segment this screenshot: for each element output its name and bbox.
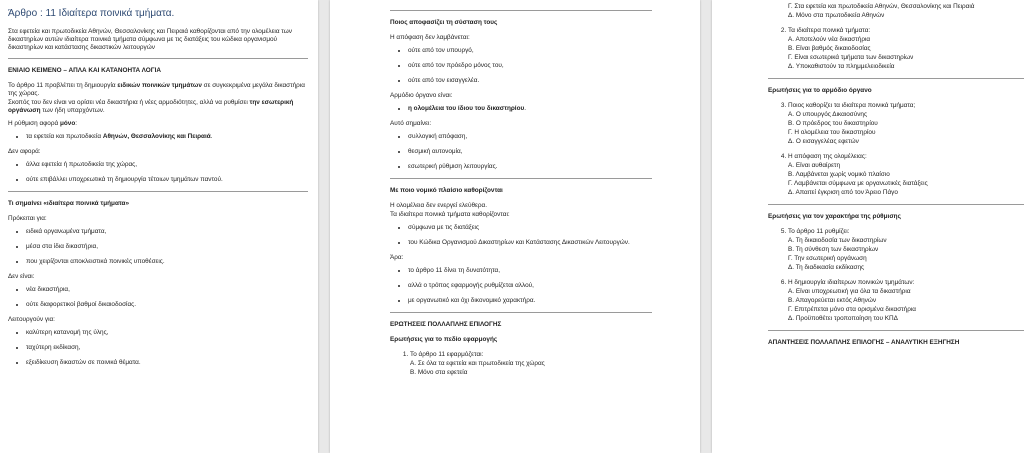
section-divider — [390, 312, 652, 313]
paragraph: Αρμόδιο όργανο είναι: — [390, 92, 453, 99]
answer-option: Δ. Τη διαδικασία εκδίκασης — [788, 264, 865, 271]
question-item — [788, 279, 1024, 323]
answer-option: Α. Είναι αυθαίρετη — [788, 162, 841, 169]
list-item: • θεσμική αυτονομία, — [408, 148, 652, 156]
list-item: • ούτε από τον εισαγγελέα. — [408, 77, 652, 85]
answer-option: Δ. Απαιτεί έγκριση από τον Άρειο Πάγο — [788, 189, 898, 196]
answer-option: Β. Τη σύνθεση των δικαστηρίων — [788, 246, 879, 253]
paragraph: Πρόκειται για: — [8, 214, 47, 222]
list-item: • η ολομέλεια του ίδιου του δικαστηρίου. — [408, 105, 652, 113]
list-item: • ούτε διαφορετικοί βαθμοί δικαιοδοσίας. — [26, 301, 308, 309]
bullet-list — [390, 47, 652, 85]
question-text: Το άρθρο 11 ρυθμίζει: — [788, 228, 850, 235]
paragraph: Η ολομέλεια δεν ενεργεί ελεύθερα. — [390, 202, 487, 209]
question-list — [768, 102, 1024, 197]
answer-option: Β. Λαμβάνεται χωρίς νομικό πλαίσιο — [788, 171, 890, 178]
document-page-3 — [712, 0, 1024, 453]
question-text: Το άρθρο 11 εφαρμόζεται: — [410, 351, 484, 358]
answer-option: Α. Τη δικαιοδοσία των δικαστηρίων — [788, 237, 887, 244]
list-item: • ειδικά οργανωμένα τμήματα, — [26, 228, 308, 236]
section-heading-unified-text: ΕΝΙΑΙΟ ΚΕΙΜΕΝΟ – ΑΠΛΑ ΚΑΙ ΚΑΤΑΝΟΗΤΑ ΛΟΓΙΑ — [8, 66, 161, 74]
question-text: Η δημιουργία ιδιαίτερων ποινικών τμημάτων: — [788, 279, 915, 286]
question-item — [410, 351, 652, 377]
answer-option: Δ. Προϋποθέτει τροποποίηση του ΚΠΔ — [788, 315, 898, 322]
bullet-list — [8, 161, 308, 184]
section-heading-answers-explanation: ΑΠΑΝΤΗΣΕΙΣ ΠΟΛΛΑΠΛΗΣ ΕΠΙΛΟΓΗΣ – ΑΝΑΛΥΤΙΚΗ ΕΞΗΓΗΣΗ — [768, 339, 960, 346]
answer-option: Β. Είναι βαθμός δικαιοδοσίας — [788, 45, 871, 52]
list-item: • εσωτερική ρύθμιση λειτουργίας. — [408, 163, 652, 171]
section-divider — [8, 58, 308, 59]
answer-option: Γ. Λαμβάνεται σύμφωνα με οργανωτικές διατάξεις — [788, 180, 928, 187]
question-list — [768, 27, 1024, 71]
list-item: • που χειρίζονται αποκλειστικά ποινικές υποθέσεις. — [26, 258, 308, 266]
bullet-list — [390, 224, 652, 247]
list-item: • συλλογική απόφαση, — [408, 133, 652, 141]
answer-option: Δ. Ο εισαγγελέας εφετών — [788, 138, 859, 145]
paragraph: Η απόφαση δεν λαμβάνεται: — [390, 34, 470, 41]
list-item: • καλύτερη κατανομή της ύλης, — [26, 329, 308, 337]
section-heading-regulation-character: Ερωτήσεις για τον χαρακτήρα της ρύθμισης — [768, 213, 901, 220]
paragraph: Η ρύθμιση αφορά μόνο: — [8, 119, 78, 127]
answer-option: Β. Ο πρόεδρος του δικαστηρίου — [788, 120, 878, 127]
question-list — [390, 351, 652, 377]
answer-option: Γ. Την εσωτερική οργάνωση — [788, 255, 867, 262]
question-item — [788, 228, 1024, 272]
article-title: Άρθρο : 11 Ιδιαίτερα ποινικά τμήματα. — [8, 8, 175, 19]
bullet-list — [8, 286, 308, 309]
section-divider — [768, 330, 1024, 331]
paragraph: Τα ιδιαίτερα ποινικά τμήματα καθορίζονται: — [390, 211, 510, 218]
bullet-list — [8, 228, 308, 266]
bullet-list — [390, 105, 652, 113]
list-item: • ούτε επιβάλλει υποχρεωτικά τη δημιουργία τέτοιων τμημάτων παντού. — [26, 176, 308, 184]
bullet-list — [8, 133, 308, 141]
list-item: • εξειδίκευση δικαστών σε ποινικά θέματα. — [26, 359, 308, 367]
paragraph: Δεν είναι: — [8, 272, 35, 280]
paragraph: Το άρθρο 11 προβλέπει τη δημιουργία ειδικών ποινικών τμημάτων σε συγκεκριμένα μεγάλα δικαστήρια της χώρας. — [8, 81, 305, 97]
paragraph: Αυτό σημαίνει: — [390, 120, 432, 127]
section-divider — [768, 78, 1024, 79]
list-item: • ούτε από τον πρόεδρο μόνος του, — [408, 62, 652, 70]
section-divider — [768, 204, 1024, 205]
question-text: Η απόφαση της ολομέλειας: — [788, 153, 867, 160]
paragraph: Σκοπός του δεν είναι να ορίσει νέα δικαστήρια ή νέες αρμοδιότητες, αλλά να ρυθμίσει την εσωτερική οργάνωση των ήδη υπαρχόντων. — [8, 98, 294, 114]
list-item: • με οργανωτικό και όχι δικονομικό χαρακτήρα. — [408, 297, 652, 305]
paragraph: Άρα: — [390, 254, 404, 261]
paragraph: Λειτουργούν για: — [8, 315, 55, 323]
answer-option: Α. Αποτελούν νέα δικαστήρια — [788, 36, 871, 43]
bullet-list — [390, 267, 652, 305]
section-heading-legal-framework: Με ποιο νομικό πλαίσιο καθορίζονται — [390, 187, 503, 194]
answer-option: Γ. Στα εφετεία και πρωτοδικεία Αθηνών, Θεσσαλονίκης και Πειραιά — [788, 3, 975, 10]
answer-option: Γ. Είναι εσωτερικά τμήματα των δικαστηρίων — [788, 54, 914, 61]
answer-option: Δ. Υποκαθιστούν τα πλημμελειοδικεία — [788, 63, 895, 70]
question-text: Τα ιδιαίτερα ποινικά τμήματα: — [788, 27, 871, 34]
bullet-list — [390, 133, 652, 171]
answer-option: Γ. Η ολομέλεια του δικαστηρίου — [788, 129, 876, 136]
answer-option: Α. Σε όλα τα εφετεία και πρωτοδικεία της χώρας — [410, 360, 545, 367]
list-item: • ούτε από τον υπουργό, — [408, 47, 652, 55]
list-item: • τα εφετεία και πρωτοδικεία Αθηνών, Θεσσαλονίκης και Πειραιά. — [26, 133, 308, 141]
answer-option: Α. Είναι υποχρεωτική για όλα τα δικαστήρια — [788, 288, 911, 295]
list-item: • το άρθρο 11 δίνει τη δυνατότητα, — [408, 267, 652, 275]
list-item: • σύμφωνα με τις διατάξεις — [408, 224, 652, 232]
subheading-scope: Ερωτήσεις για το πεδίο εφαρμογής — [390, 336, 498, 343]
list-item: • μέσα στα ίδια δικαστήρια, — [26, 243, 308, 251]
article-intro: Στα εφετεία και πρωτοδικεία Αθηνών, Θεσσαλονίκης και Πειραιά καθορίζονται από την ολομέλεια των δικαστηρίων αυτών ιδιαίτερα ποινικά τμήματα σύμφωνα με τις διατάξεις του κώδικα οργανισμού δικαστηρίων και κατάστασης δικαστικών λειτουργών — [8, 27, 292, 51]
answer-option: Γ. Επιτρέπεται μόνο στα ορισμένα δικαστήρια — [788, 306, 916, 313]
document-page-2 — [330, 0, 700, 453]
answer-option: Α. Ο υπουργός Δικαιοσύνης — [788, 111, 868, 118]
paragraph: Δεν αφορά: — [8, 147, 41, 155]
question-continuation — [768, 3, 1024, 20]
answer-option: Β. Απαγορεύεται εκτός Αθηνών — [788, 297, 877, 304]
list-item: • του Κώδικα Οργανισμού Δικαστηρίων και Κατάστασης Δικαστικών Λειτουργών. — [408, 239, 652, 247]
list-item: • νέα δικαστήρια, — [26, 286, 308, 294]
section-divider — [390, 10, 652, 11]
section-heading-multiple-choice: ΕΡΩΤΗΣΕΙΣ ΠΟΛΛΑΠΛΗΣ ΕΠΙΛΟΓΗΣ — [390, 321, 502, 328]
answer-option: Β. Μόνο στα εφετεία — [410, 369, 468, 376]
section-heading-competent-body: Ερωτήσεις για το αρμόδιο όργανο — [768, 87, 872, 94]
section-divider — [390, 178, 652, 179]
section-heading-who-decides: Ποιος αποφασίζει τη σύσταση τους — [390, 19, 498, 26]
question-list — [768, 228, 1024, 323]
document-page-1 — [0, 0, 318, 453]
question-item — [788, 153, 1024, 197]
question-item — [788, 27, 1024, 71]
bullet-list — [8, 329, 308, 367]
question-item — [788, 102, 1024, 146]
section-heading-meaning: Τι σημαίνει «ιδιαίτερα ποινικά τμήματα» — [8, 199, 130, 207]
section-divider — [8, 191, 308, 192]
list-item: • αλλά ο τρόπος εφαρμογής ρυθμίζεται αλλού, — [408, 282, 652, 290]
list-item: • ταχύτερη εκδίκαση, — [26, 344, 308, 352]
question-text: Ποιος καθορίζει τα ιδιαίτερα ποινικά τμήματα; — [788, 102, 916, 109]
list-item: • άλλα εφετεία ή πρωτοδικεία της χώρας, — [26, 161, 308, 169]
answer-option: Δ. Μόνο στα πρωτοδικεία Αθηνών — [788, 12, 885, 19]
